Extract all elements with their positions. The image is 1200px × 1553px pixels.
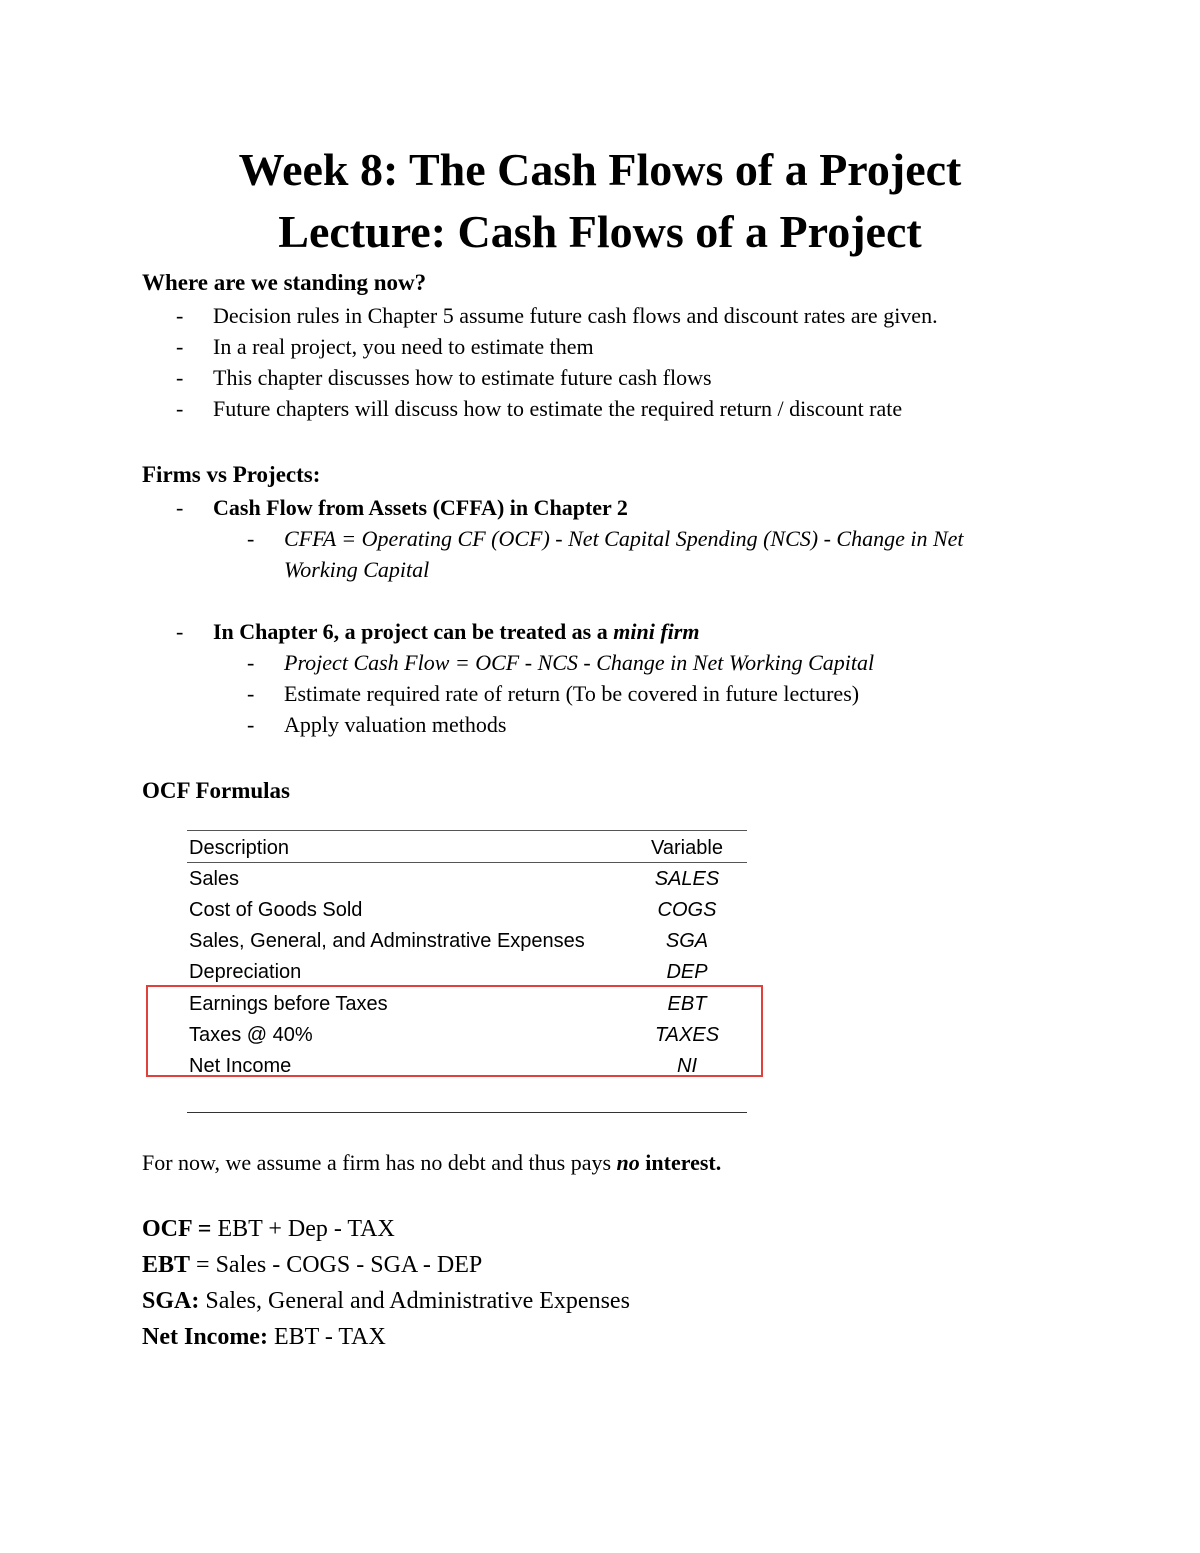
highlight-box: [146, 985, 763, 1077]
table-header-description: Description: [189, 837, 290, 859]
section-heading-firms: Firms vs Projects:: [142, 462, 321, 487]
table-row: Depreciation DEP: [189, 961, 708, 983]
table-header-rule: [187, 862, 747, 863]
section-heading-standing: Where are we standing now?: [142, 270, 427, 295]
formula-ebt: EBT = Sales - COGS - SGA - DEP: [142, 1252, 483, 1278]
table-row: Sales, General, and Adminstrative Expenses SGA: [189, 930, 709, 952]
table-row: Sales SALES: [189, 868, 720, 890]
table-bottom-rule: [187, 1112, 747, 1113]
section-heading-ocf: OCF Formulas: [142, 778, 290, 803]
table-row: Net Income NI: [189, 1055, 697, 1077]
table-header-variable: Variable: [651, 837, 723, 859]
table-row: Earnings before Taxes EBT: [189, 993, 707, 1015]
table-top-rule: [187, 830, 747, 831]
table-row: Cost of Goods Sold COGS: [189, 899, 717, 921]
formula-net-income: Net Income: EBT - TAX: [142, 1324, 386, 1350]
page-subtitle: Lecture: Cash Flows of a Project: [278, 206, 922, 257]
formula-sga: SGA: Sales, General and Administrative Expenses: [142, 1288, 630, 1314]
table-row: Taxes @ 40% TAXES: [189, 1024, 720, 1046]
table-header-row: [187, 833, 747, 864]
page-title: Week 8: The Cash Flows of a Project: [238, 144, 962, 195]
no-interest-note: For now, we assume a firm has no debt and thus pays no interest.: [142, 1150, 722, 1175]
formula-ocf: OCF = EBT + Dep - TAX: [142, 1216, 395, 1242]
list-item-continuation: Working Capital: [284, 557, 430, 582]
